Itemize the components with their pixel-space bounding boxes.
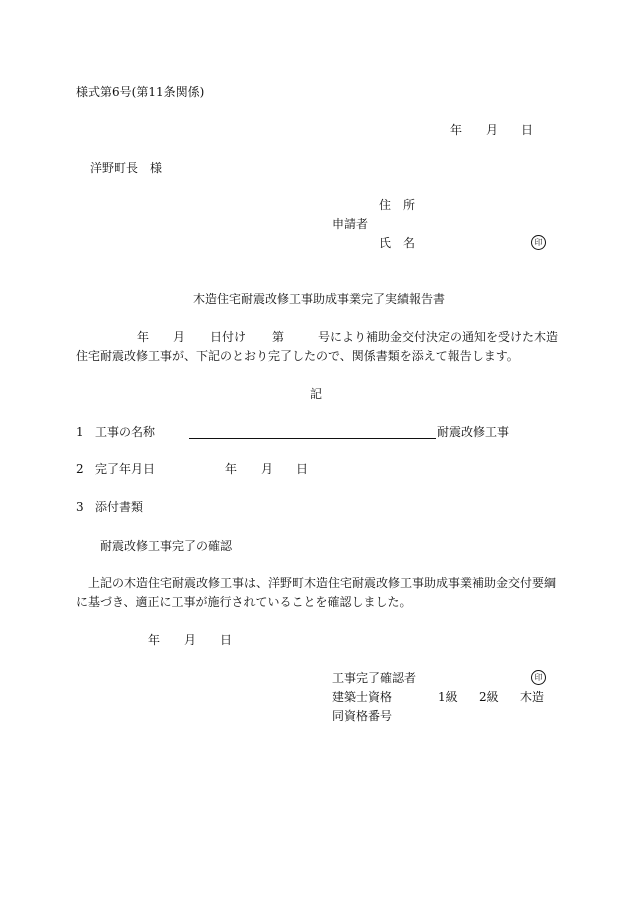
item2-label: 完了年月日	[95, 462, 156, 476]
item1-label: 工事の名称	[95, 425, 156, 439]
item3-number: 3	[76, 500, 84, 514]
header-date-day: 日	[521, 123, 534, 137]
body-month: 月	[173, 330, 186, 344]
confirmation-heading: 耐震改修工事完了の確認	[100, 539, 233, 553]
header-date-month: 月	[486, 123, 499, 137]
body-number-prefix: 第	[272, 330, 285, 344]
grade2: 2級	[479, 690, 499, 704]
applicant-seal-icon: 印	[531, 235, 546, 250]
item1-suffix: 耐震改修工事	[437, 425, 510, 439]
item1-number: 1	[76, 425, 84, 439]
item2-day: 日	[296, 462, 309, 476]
work-name-underline	[189, 438, 436, 439]
addressee: 洋野町長 様	[90, 161, 163, 175]
license-number-label: 同資格番号	[332, 709, 393, 723]
wooden: 木造	[520, 690, 545, 704]
confirmer-label: 工事完了確認者	[332, 671, 417, 685]
item2-month: 月	[261, 462, 274, 476]
applicant-name-label: 氏 名	[379, 236, 416, 250]
body-dated: 日付け	[210, 330, 247, 344]
applicant-address-label: 住 所	[379, 198, 416, 212]
item2-number: 2	[76, 462, 84, 476]
confirmation-date-day: 日	[220, 633, 233, 647]
confirmer-seal-icon: 印	[531, 670, 546, 685]
body-line2: 住宅耐震改修工事が、下記のとおり完了したので、関係書類を添えて報告します。	[76, 349, 519, 363]
architect-label: 建築士資格	[332, 690, 393, 704]
grade1: 1級	[438, 690, 458, 704]
confirmation-date-month: 月	[184, 633, 197, 647]
form-label: 様式第6号(第11条関係)	[76, 85, 205, 99]
item2-year: 年	[225, 462, 238, 476]
item3-label: 添付書類	[95, 500, 144, 514]
body-line1-rest: 号により補助金交付決定の通知を受けた木造	[318, 330, 559, 344]
confirmation-line2: に基づき、適正に工事が施行されていることを確認しました。	[76, 595, 412, 609]
confirmation-line1: 上記の木造住宅耐震改修工事は、洋野町木造住宅耐震改修工事助成事業補助金交付要綱	[88, 576, 557, 590]
applicant-role: 申請者	[332, 217, 369, 231]
ki-heading: 記	[310, 387, 323, 401]
header-date-year: 年	[450, 123, 463, 137]
confirmation-date-year: 年	[148, 633, 161, 647]
body-year: 年	[137, 330, 150, 344]
document-title: 木造住宅耐震改修工事助成事業完了実績報告書	[193, 292, 446, 306]
